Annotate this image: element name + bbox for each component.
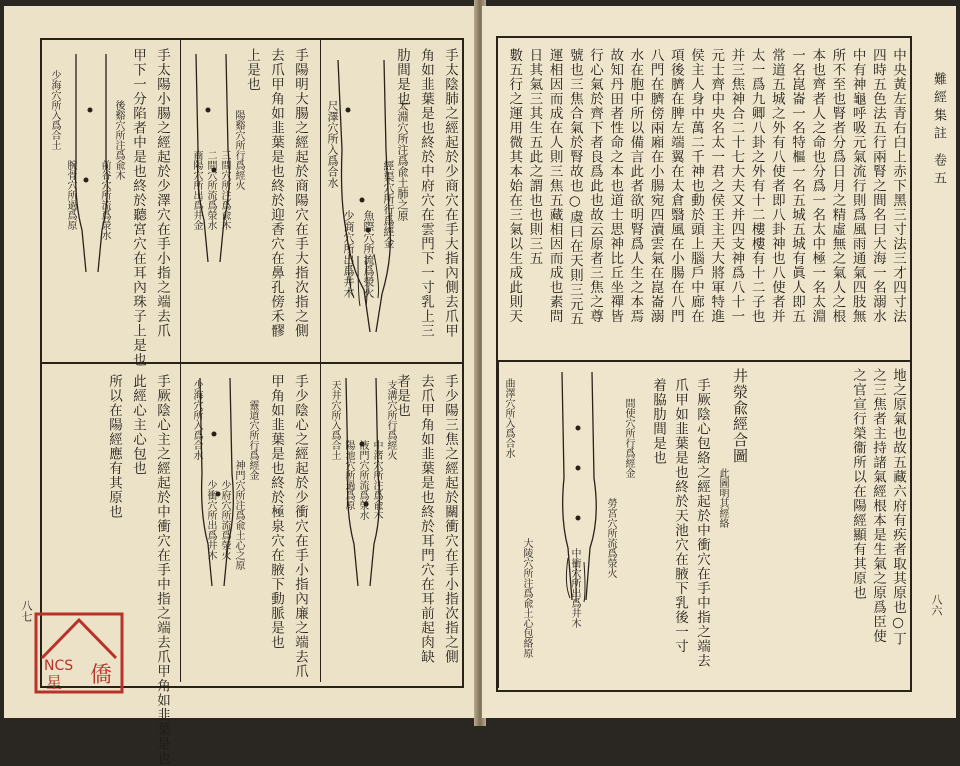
text-column: 日其氣三其生五此之謂也也則三五	[526, 48, 543, 266]
acupoint-label: 神門穴所注爲兪土心之原	[233, 460, 244, 570]
text-column: 四時五色法五行兩腎之間名曰大海一名溺水	[869, 48, 886, 324]
svg-text:星: 星	[46, 673, 63, 692]
acupoint-label: 曲澤穴所入爲合水	[503, 378, 514, 458]
acupoint-label: 中衝穴所出爲井木	[569, 548, 580, 628]
text-column: 手太陽小腸之經起於少澤穴在手小指之端去爪	[154, 48, 170, 338]
text-column: 爪甲如韭葉是也終於天池穴在腋下乳後一寸	[672, 378, 688, 654]
acupoint-label: 陽池穴所過爲原	[343, 440, 354, 510]
text-column: 侯主人身中萬二千神也動於頭上腦戶中廊在	[688, 48, 704, 324]
column-divider	[320, 40, 321, 362]
text-column: 手厥陰心包絡之經起於中衝穴在手中指之端去	[694, 378, 710, 668]
acupoint-label: 三間穴所注爲兪木	[219, 150, 230, 230]
acupoint-label: 大陵穴所注爲兪土心包絡原	[521, 538, 532, 658]
column-divider	[180, 40, 181, 362]
column-divider	[498, 360, 499, 688]
acupoint-label: 商陽穴所出爲井金	[191, 150, 202, 230]
text-column: 所以在陽經應有其原也	[106, 374, 122, 519]
acupoint-label: 尺澤穴所入爲合水	[326, 100, 339, 188]
acupoint-label: 間使穴所行爲經金	[623, 398, 634, 478]
right-page-divider	[498, 360, 910, 362]
text-column: 角如韭葉是也終於中府穴在雲門下一寸乳上三	[418, 48, 434, 338]
acupoint-label: 腕骨穴所過爲原	[65, 160, 76, 230]
text-column: 之官宣行榮衞所以在陽經顯有其原也	[850, 368, 866, 600]
column-divider	[180, 362, 181, 682]
heading-note: 此圖明其經絡	[717, 468, 728, 528]
acupoint-label: 中渚穴所注爲兪木	[371, 440, 382, 520]
text-column: 肋間是也	[394, 48, 410, 106]
running-head: 難經集註 卷五	[931, 72, 946, 190]
acupoint-label: 二間穴所流爲滎水	[205, 150, 216, 230]
acupoint-label: 支溝穴所行爲經火	[385, 380, 396, 460]
text-column: 本也齊者人之命也分爲一名太中極一名太淵	[809, 48, 826, 324]
text-column: 常道五城之外有八使者即八卦神也八使者并	[768, 48, 785, 324]
text-column: 手少陽三焦之經起於關衝穴在手小指次指之側	[442, 374, 458, 664]
text-column: 上是也	[244, 48, 260, 92]
collector-seal-stamp	[34, 612, 124, 694]
text-column: 中央黃左青右白上赤下黑三寸法三才四寸法	[890, 48, 906, 324]
text-column: 地之原氣也故五藏六府有疾者取其原也○丁	[890, 368, 906, 646]
acupoint-label: 少海穴所入爲合水	[191, 380, 202, 460]
text-column: 故知丹田者性命之本也道士思神比丘坐禪皆	[607, 48, 624, 324]
text-column: 水在胞中所以備言此者欲明腎爲人生之本焉	[627, 48, 644, 324]
section-heading: 井滎兪經合圖	[731, 368, 749, 464]
text-column: 項後臍在脾左端翼在太倉翳風在小腸在八門	[667, 48, 684, 324]
text-column: 之三焦者主持諸氣經根本是生氣之原爲臣使	[870, 368, 886, 644]
text-column: 一名崑崙一名特樞一名五城五城有眞人即五	[789, 48, 805, 324]
acupoint-label: 少府穴所流爲滎火	[219, 480, 230, 560]
text-column: 者是也	[394, 374, 410, 418]
text-column: 行心氣於齊下者良爲此也故云原者三焦之尊	[587, 48, 603, 324]
text-column: 號也三焦合氣於腎故也○虞曰在天則三元五	[566, 48, 583, 326]
text-column: 去爪甲角如韭葉是也終於耳門穴在耳前起肉缺	[418, 374, 434, 664]
right-page	[482, 6, 956, 718]
text-column: 手太陰肺之經起於少商穴在手大指內側去爪甲	[442, 48, 458, 338]
text-column: 去爪甲角如韭葉是也終於迎香穴在鼻孔傍禾髎	[268, 48, 284, 338]
acupoint-label: 後谿穴所注爲兪木	[113, 100, 124, 180]
acupoint-label: 魚際穴所流爲滎火	[362, 210, 375, 298]
acupoint-label: 陽谿穴所行爲經火	[233, 110, 244, 190]
acupoint-label: 太淵穴所注爲兪土肺之原	[396, 100, 409, 221]
right-page-number: 八六	[930, 594, 943, 616]
acupoint-label: 少衝穴所出爲井木	[205, 480, 216, 560]
text-column: 元士齊中央名太一君之侯王主天大將軍特進	[708, 48, 725, 324]
acupoint-label: 經渠穴所行爲經金	[382, 160, 395, 248]
left-page-frame	[40, 38, 464, 766]
acupoint-label: 天井穴所入爲合土	[329, 380, 340, 460]
column-divider	[320, 362, 321, 682]
text-column: 甲下一分陷者中是也終於聽宮穴在耳內珠子上是也	[130, 48, 146, 367]
acupoint-label: 靈道穴所行爲經金	[247, 400, 258, 480]
text-column: 中有神龜呼吸元氣流行則爲風雨通氣四肢無	[849, 48, 866, 324]
right-page-frame	[496, 36, 912, 692]
svg-text:NCS: NCS	[44, 658, 74, 674]
text-column: 太一爲九卿八卦之外有十二樓樓有十二子也	[748, 48, 765, 324]
text-column: 手少陰心之經起於少衝穴在手小指內廉之端去爪	[292, 374, 308, 679]
text-column: 手陽明大腸之經起於商陽穴在手大指次指之側	[292, 48, 308, 338]
left-page-divider	[42, 362, 462, 364]
text-column: 八門在臍傍兩廂在小腸宛四瀆雲氣在崑崙溺	[647, 48, 664, 324]
left-page-number: 八七	[20, 600, 33, 622]
acupoint-label: 液門穴所流爲滎水	[357, 440, 368, 520]
left-page	[4, 6, 478, 766]
text-column: 并三焦神合二十七大夫又并四支神爲八十一	[728, 48, 745, 324]
acupoint-label: 少海穴所入爲合土	[49, 70, 60, 150]
acupoint-label: 前谷穴所流爲滎水	[99, 160, 110, 240]
acupoint-label: 勞宮穴所流爲滎火	[605, 498, 616, 578]
acupoint-label: 少商穴所出爲井木	[342, 210, 355, 298]
svg-text:僑: 僑	[90, 663, 113, 688]
text-column: 甲角如韭葉是也終於極泉穴在腋下動脈是也	[268, 374, 284, 650]
text-column: 此經心主心包也	[130, 374, 146, 476]
text-column: 運相因而成在人則三焦五藏相因而成也素問	[546, 48, 563, 324]
text-column: 數五行之運用微其本始在三氣以生成此則天	[506, 48, 523, 324]
text-column: 着脇肋間是也	[650, 378, 666, 465]
text-column: 手厥陰心主之經起於中衝穴在手中指之端去爪甲角如韭葉是也	[154, 374, 170, 766]
text-column: 所不至也腎者分爲日月之精虛無之氣人之根	[829, 48, 846, 324]
